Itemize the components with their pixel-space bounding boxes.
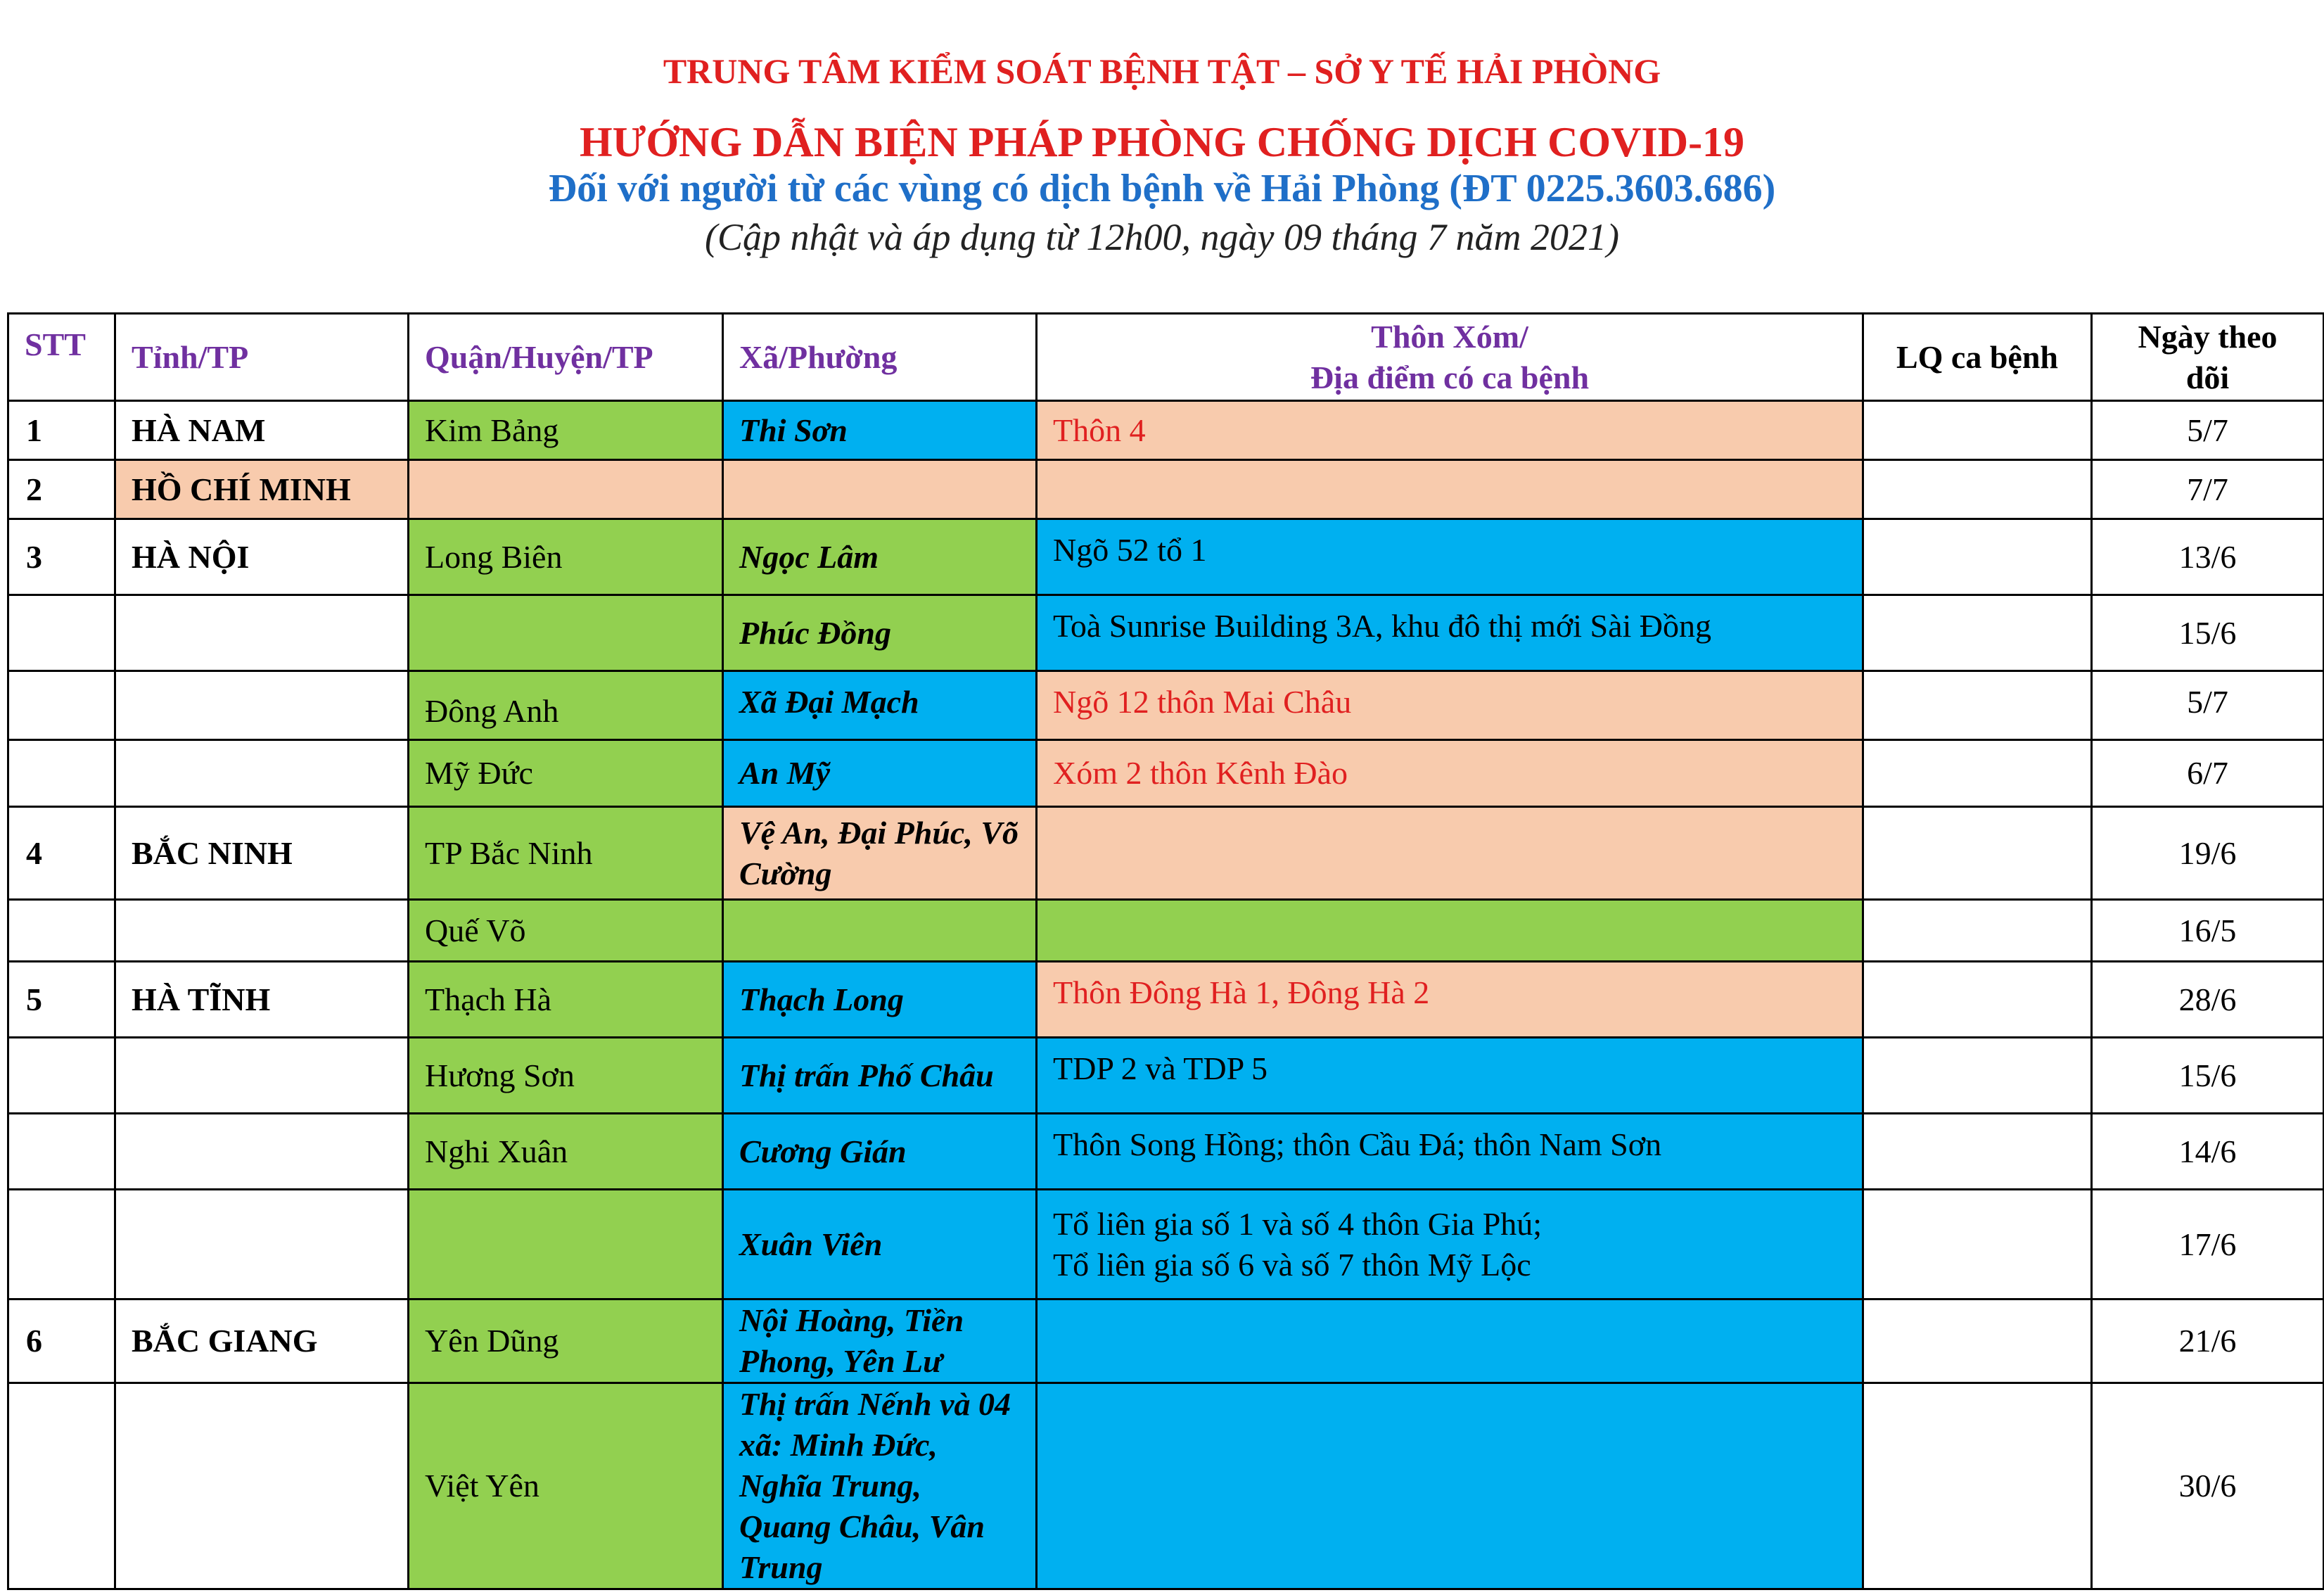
document-subtitle: Đối với người từ các vùng có dịch bệnh về Hải Phòng (ĐT 0225.3603.686): [548, 167, 1776, 210]
table-row: [8, 519, 2324, 595]
cell-district: TP Bắc Ninh: [409, 807, 723, 900]
cell-date: 19/6: [2092, 807, 2324, 900]
cell-location: Toà Sunrise Building 3A, khu đô thị mới Sài Đồng: [1037, 595, 1863, 671]
cell-related: [1863, 1190, 2092, 1299]
update-note: (Cập nhật và áp dụng từ 12h00, ngày 09 tháng 7 năm 2021): [705, 216, 1619, 258]
cell-date: 5/7: [2092, 671, 2324, 740]
cell-related: [1863, 962, 2092, 1038]
col-header-location-line2: Địa điểm có ca bệnh: [1310, 359, 1590, 395]
cell-province: [115, 740, 409, 807]
cell-location: Ngõ 12 thôn Mai Châu: [1037, 671, 1863, 740]
cell-province: [115, 900, 409, 962]
cell-district: Yên Dũng: [409, 1299, 723, 1383]
cell-date: 30/6: [2092, 1383, 2324, 1589]
cell-province: HÀ NỘI: [115, 519, 409, 595]
cell-location: Thôn 4: [1037, 401, 1863, 460]
cell-date: 15/6: [2092, 1038, 2324, 1114]
col-header-related: LQ ca bệnh: [1863, 314, 2092, 401]
table-row: [8, 1190, 2324, 1299]
cell-province: [115, 1114, 409, 1190]
cell-district: [409, 1190, 723, 1299]
cell-location-line1: Tổ liên gia số 1 và số 4 thôn Gia Phú;: [1053, 1205, 1543, 1242]
cell-ward: Cương Gián: [723, 1114, 1037, 1190]
table-header-row: [8, 314, 2324, 401]
table-row: [8, 1038, 2324, 1114]
cell-related: [1863, 900, 2092, 962]
col-header-follow-line1: Ngày theo: [2138, 318, 2278, 355]
col-header-district: Quận/Huyện/TP: [409, 314, 723, 401]
cell-stt: 5: [8, 962, 115, 1038]
table-row: [8, 740, 2324, 807]
cell-stt: [8, 1038, 115, 1114]
cell-province: BẮC GIANG: [115, 1299, 409, 1383]
cell-related: [1863, 1038, 2092, 1114]
cell-province: [115, 1190, 409, 1299]
table-row: [8, 595, 2324, 671]
cell-related: [1863, 460, 2092, 519]
cell-province: HÀ NAM: [115, 401, 409, 460]
cell-location: [1037, 900, 1863, 962]
cell-district: Mỹ Đức: [409, 740, 723, 807]
cell-location: TDP 2 và TDP 5: [1037, 1038, 1863, 1114]
cell-province: [115, 595, 409, 671]
cell-related: [1863, 740, 2092, 807]
cell-stt: [8, 1383, 115, 1589]
cell-date: 17/6: [2092, 1190, 2324, 1299]
cell-location: [1037, 1190, 1863, 1299]
cell-district: Long Biên: [409, 519, 723, 595]
outbreak-areas-table: [7, 312, 2324, 1590]
cell-district: [409, 460, 723, 519]
cell-province: BẮC NINH: [115, 807, 409, 900]
cell-related: [1863, 595, 2092, 671]
cell-district: Thạch Hà: [409, 962, 723, 1038]
cell-ward: Vệ An, Đại Phúc, Võ Cường: [723, 807, 1037, 900]
cell-district: Nghi Xuân: [409, 1114, 723, 1190]
cell-ward: Thị trấn Nếnh và 04 xã: Minh Đức, Nghĩa Trung, Quang Châu, Vân Trung: [723, 1383, 1037, 1589]
cell-stt: [8, 595, 115, 671]
cell-district: [409, 595, 723, 671]
cell-location: [1037, 1299, 1863, 1383]
cell-stt: 2: [8, 460, 115, 519]
cell-location: Xóm 2 thôn Kênh Đào: [1037, 740, 1863, 807]
cell-stt: [8, 740, 115, 807]
cell-ward: Thị trấn Phố Châu: [723, 1038, 1037, 1114]
col-header-ward: Xã/Phường: [723, 314, 1037, 401]
table-row: [8, 1383, 2324, 1589]
cell-location: [1037, 1383, 1863, 1589]
cell-ward: [723, 900, 1037, 962]
cell-district: Hương Sơn: [409, 1038, 723, 1114]
cell-date: 6/7: [2092, 740, 2324, 807]
cell-related: [1863, 1383, 2092, 1589]
table-row: [8, 900, 2324, 962]
col-header-province: Tỉnh/TP: [115, 314, 409, 401]
cell-date: 5/7: [2092, 401, 2324, 460]
cell-stt: 4: [8, 807, 115, 900]
cell-related: [1863, 807, 2092, 900]
cell-date: 14/6: [2092, 1114, 2324, 1190]
col-header-follow-date: [2092, 314, 2324, 401]
cell-location: Thôn Đông Hà 1, Đông Hà 2: [1037, 962, 1863, 1038]
table-row: [8, 460, 2324, 519]
cell-district: Đông Anh: [409, 671, 723, 740]
cell-stt: 6: [8, 1299, 115, 1383]
cell-stt: [8, 900, 115, 962]
col-header-stt: STT: [8, 314, 115, 401]
col-header-follow-line2: dõi: [2185, 359, 2230, 395]
table-row: [8, 1114, 2324, 1190]
cell-date: 16/5: [2092, 900, 2324, 962]
col-header-location: [1037, 314, 1863, 401]
cell-ward: An Mỹ: [723, 740, 1037, 807]
cell-ward: Ngọc Lâm: [723, 519, 1037, 595]
cell-ward: Xã Đại Mạch: [723, 671, 1037, 740]
cell-province: HỒ CHÍ MINH: [115, 460, 409, 519]
cell-location: Ngõ 52 tổ 1: [1037, 519, 1863, 595]
cell-stt: [8, 1190, 115, 1299]
cell-ward: Phúc Đồng: [723, 595, 1037, 671]
cell-date: 15/6: [2092, 595, 2324, 671]
cell-location: Thôn Song Hồng; thôn Cầu Đá; thôn Nam Sơn: [1037, 1114, 1863, 1190]
cell-location: [1037, 807, 1863, 900]
table-row: [8, 1299, 2324, 1383]
table-row: [8, 962, 2324, 1038]
cell-date: 7/7: [2092, 460, 2324, 519]
cell-province: [115, 1383, 409, 1589]
cell-location-line2: Tổ liên gia số 6 và số 7 thôn Mỹ Lộc: [1053, 1246, 1531, 1283]
cell-date: 13/6: [2092, 519, 2324, 595]
cell-ward: Thi Sơn: [723, 401, 1037, 460]
table-row: [8, 401, 2324, 460]
cell-stt: 1: [8, 401, 115, 460]
cell-district: Việt Yên: [409, 1383, 723, 1589]
cell-stt: [8, 671, 115, 740]
table-row: [8, 807, 2324, 900]
cell-ward: Xuân Viên: [723, 1190, 1037, 1299]
cell-district: Quế Võ: [409, 900, 723, 962]
cell-related: [1863, 1114, 2092, 1190]
cell-province: [115, 671, 409, 740]
cell-location: [1037, 460, 1863, 519]
cell-date: 28/6: [2092, 962, 2324, 1038]
cell-district: Kim Bảng: [409, 401, 723, 460]
cell-stt: 3: [8, 519, 115, 595]
organization-title: TRUNG TÂM KIỂM SOÁT BỆNH TẬT – SỞ Y TẾ HẢI PHÒNG: [663, 51, 1661, 91]
cell-related: [1863, 1299, 2092, 1383]
table-row: [8, 671, 2324, 740]
document-title: HƯỚNG DẪN BIỆN PHÁP PHÒNG CHỐNG DỊCH COVID-19: [579, 119, 1745, 165]
cell-province: [115, 1038, 409, 1114]
col-header-location-line1: Thôn Xóm/: [1371, 318, 1528, 355]
cell-related: [1863, 671, 2092, 740]
cell-ward: Nội Hoàng, Tiền Phong, Yên Lư: [723, 1299, 1037, 1383]
cell-date: 21/6: [2092, 1299, 2324, 1383]
cell-ward: [723, 460, 1037, 519]
cell-stt: [8, 1114, 115, 1190]
cell-ward: Thạch Long: [723, 962, 1037, 1038]
cell-related: [1863, 519, 2092, 595]
cell-related: [1863, 401, 2092, 460]
cell-province: HÀ TĨNH: [115, 962, 409, 1038]
